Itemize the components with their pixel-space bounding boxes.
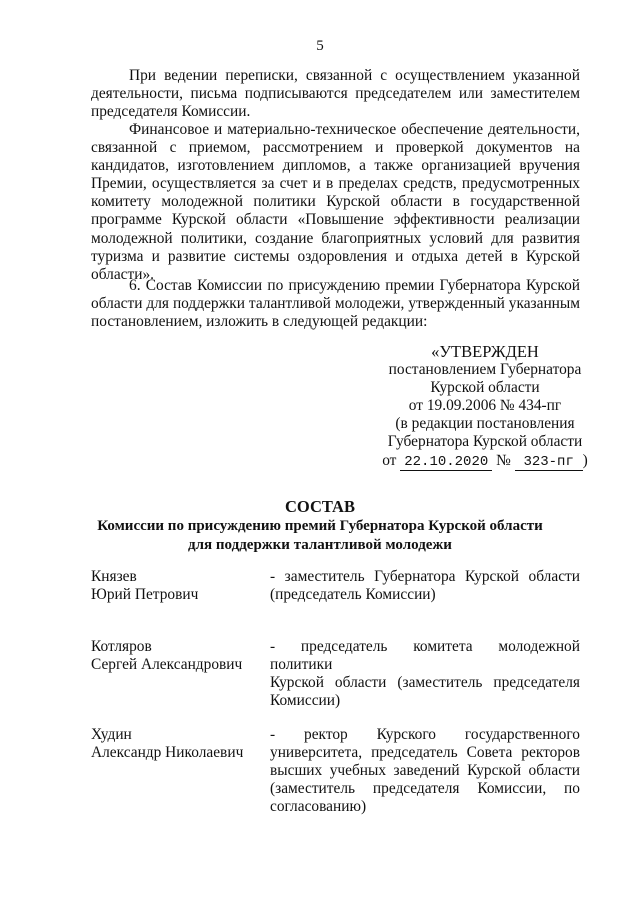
- role-line: высших учебных заведений Курской области: [270, 762, 580, 780]
- approval-stamp: [370, 343, 600, 471]
- role-line: Курской области (заместитель председателя: [270, 674, 580, 692]
- member-surname: Котляров: [91, 638, 152, 655]
- approval-date-field: 22.10.2020: [400, 454, 492, 471]
- approval-line: (в редакции постановления: [395, 415, 575, 433]
- member-surname: Худин: [91, 726, 132, 743]
- member-name: [91, 638, 271, 674]
- subtitle-line: для поддержки талантливой молодежи: [188, 536, 452, 553]
- member-role: [270, 638, 580, 710]
- composition-subtitle: [0, 517, 640, 554]
- role-line: - председатель комитета молодежной политики: [270, 638, 580, 674]
- composition-title: СОСТАВ: [285, 497, 355, 516]
- role-line: университета, председатель Совета ректоров: [270, 744, 580, 762]
- page-number: 5: [316, 38, 324, 54]
- approval-line: Губернатора Курской области: [387, 433, 583, 451]
- member-given-name: Юрий Петрович: [91, 586, 199, 604]
- approval-heading: «УТВЕРЖДЕН: [431, 342, 539, 361]
- member-role: [270, 568, 580, 604]
- role-line: (заместитель председателя Комиссии, по: [270, 780, 580, 798]
- role-line: согласованию): [270, 798, 367, 816]
- role-line: - ректор Курского государственного: [270, 726, 580, 743]
- member-role: [270, 726, 580, 816]
- approval-line: Курской области: [430, 379, 540, 397]
- subtitle-line: Комиссии по присуждению премий Губернатора Курской области: [97, 518, 543, 534]
- number-prefix: №: [496, 451, 511, 469]
- approval-line: постановлением Губернатора: [388, 361, 582, 379]
- member-name: [91, 568, 271, 604]
- paragraph-composition-amendment: 6. Состав Комиссии по присуждению премии Губернатора Курской области для поддержки талантливой молодежи, утвержденный указанным постановлением, изложить в следующей редакции:: [91, 277, 580, 331]
- role-line: (председатель Комиссии): [270, 586, 436, 604]
- member-surname: Князев: [91, 568, 137, 585]
- member-given-name: Сергей Александрович: [91, 656, 243, 674]
- role-line: - заместитель Губернатора Курской области: [270, 568, 580, 585]
- date-prefix: от: [382, 451, 397, 469]
- paragraph-funding: Финансовое и материально-техническое обеспечение деятельности, связанной с приемом, рассмотрением и проверкой документов на кандидатов, изготовлением дипломов, а также организацией вручения Премии, осуществляется за счет и в пределах средств, предусмотренных комитету молодежной политики Курской области в государственной программе Курской области «Повышение эффективности реализации молодежной политики, создание благоприятных условий для развития туризма и развитие системы оздоровления и отдыха детей в Курской области».: [91, 121, 580, 283]
- approval-number-field: 323-пг: [515, 454, 583, 471]
- member-name: [91, 726, 271, 762]
- closing-parenthesis: ): [582, 451, 588, 469]
- approval-line: от 19.09.2006 № 434-пг: [408, 397, 562, 415]
- approval-date-line: [370, 452, 600, 471]
- role-line: Комиссии): [270, 692, 341, 710]
- member-given-name: Александр Николаевич: [91, 744, 244, 762]
- paragraph-correspondence: При ведении переписки, связанной с осуществлением указанной деятельности, письма подписываются председателем или заместителем председателя Комиссии.: [91, 67, 580, 121]
